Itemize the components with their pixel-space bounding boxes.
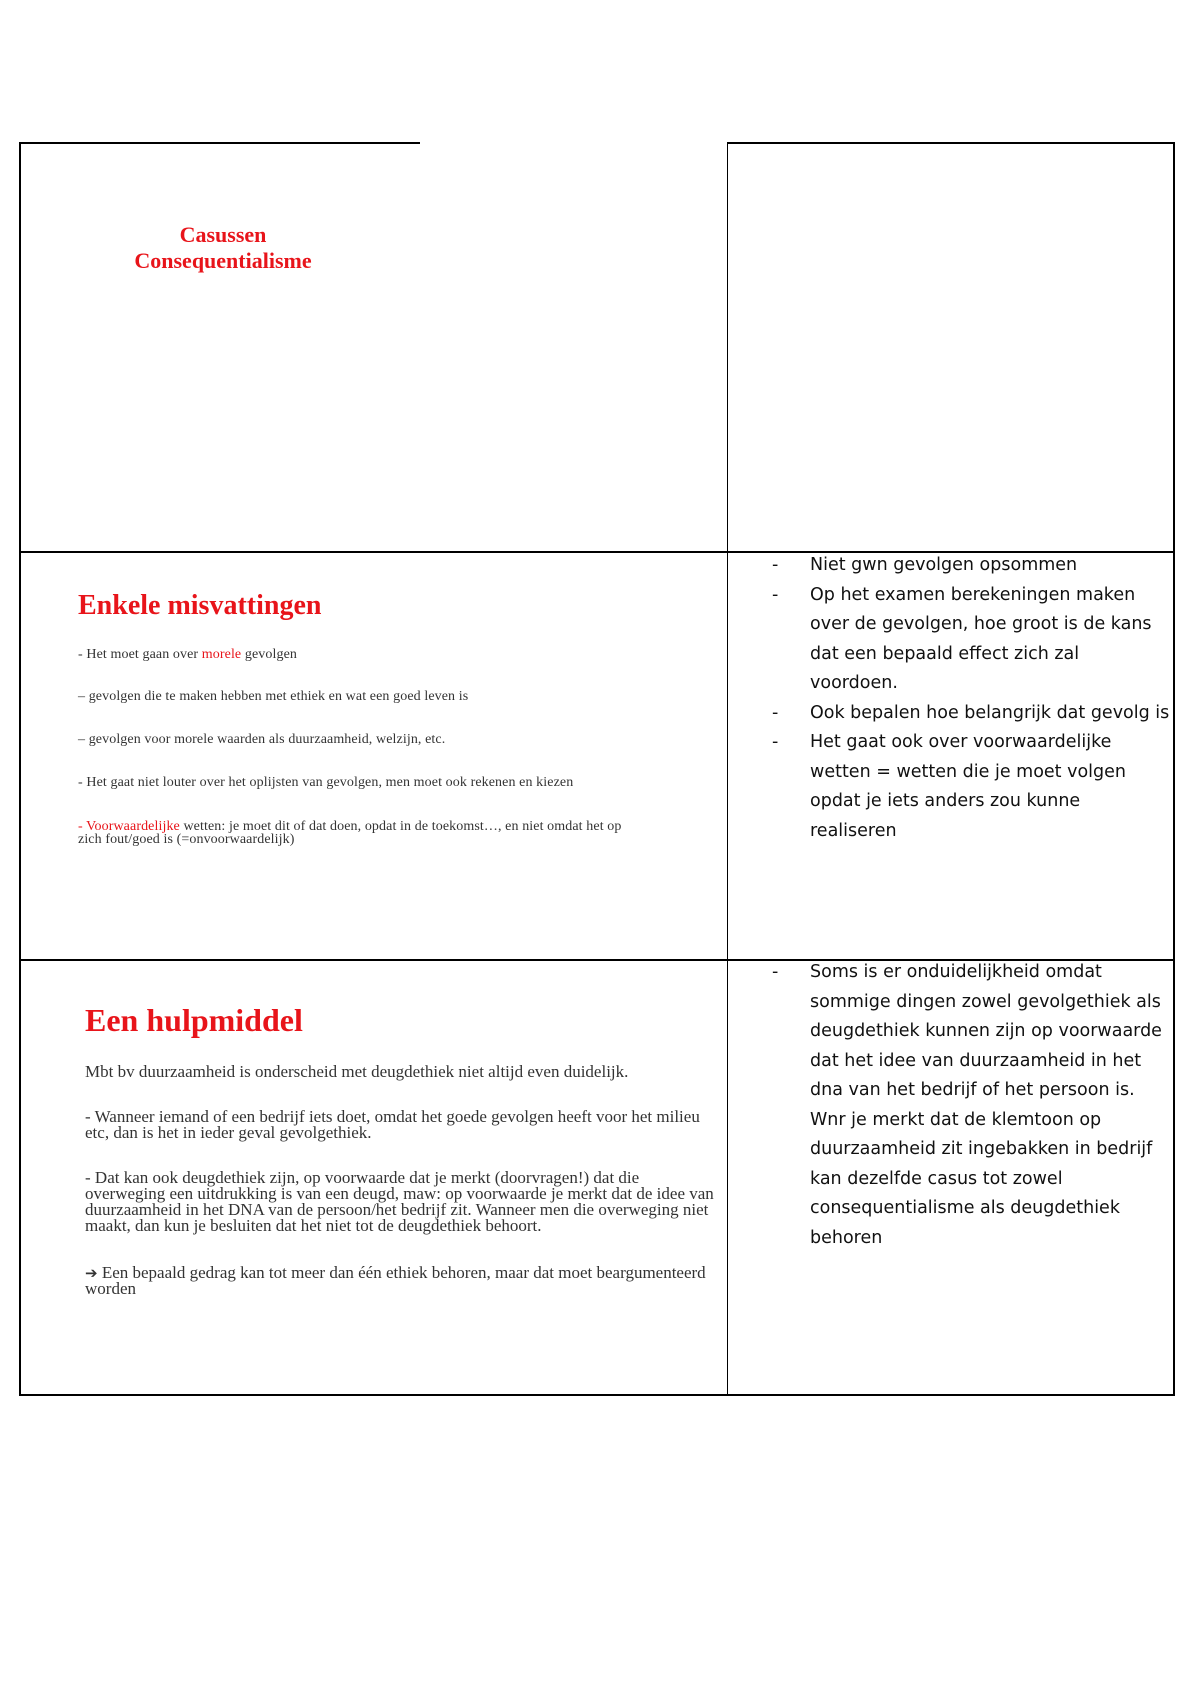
border-top-left — [20, 142, 420, 144]
note-item — [772, 728, 1172, 846]
bullet-dash: - — [772, 702, 779, 723]
border-left — [19, 142, 21, 1396]
note-text: Niet gwn gevolgen opsommen — [810, 555, 1078, 575]
bullet-dash: - — [772, 732, 779, 752]
notes-slide-2 — [772, 551, 1172, 846]
note-item — [772, 581, 1172, 699]
bullet-dash: - — [772, 555, 779, 575]
note-item — [772, 699, 1172, 729]
hulpmiddel-para-2: - Wanneer iemand of een bedrijf iets doet, omdat het goede gevolgen heeft voor het milieu etc, dan is het in ieder geval gevolgethiek. — [85, 1107, 700, 1142]
highlight-voorwaardelijke: Voorwaardelijke — [86, 819, 180, 834]
arrow-icon: ➔ — [85, 1264, 98, 1282]
misconception-2: – gevolgen die te maken hebben met ethiek en wat een goed leven is — [78, 689, 469, 704]
misconception-5 — [78, 820, 638, 846]
hulpmiddel-para-4 — [85, 1265, 715, 1297]
highlight-morele: morele — [201, 647, 242, 662]
notes-slide-3 — [772, 958, 1172, 1253]
note-text: Het gaat ook over voorwaardelijke wetten = wetten die je moet volgen opdat je iets anders zou kunne realiseren — [810, 732, 1126, 841]
misconception-3: – gevolgen voor morele waarden als duurzaamheid, welzijn, etc. — [78, 732, 446, 747]
title-line-2: Consequentialisme — [134, 248, 312, 273]
slide-2 — [78, 590, 638, 846]
bullet-dash: - — [772, 584, 779, 605]
misconception-4: - Het gaat niet louter over het oplijsten van gevolgen, men moet ook rekenen en kiezen — [78, 775, 574, 790]
note-text: Ook bepalen hoe belangrijk dat gevolg is — [810, 702, 1170, 723]
notes-list — [772, 551, 1172, 846]
slide-3-heading: Een hulpmiddel — [85, 1002, 303, 1038]
text: - Het moet gaan over — [78, 647, 202, 662]
text: gevolgen — [241, 647, 297, 662]
border-right — [1173, 142, 1175, 1396]
slide-2-heading: Enkele misvattingen — [78, 590, 322, 621]
note-text: Op het examen berekeningen maken over de gevolgen, hoe groot is de kans dat een bepaald effect zich zal voordoen. — [810, 584, 1152, 693]
note-item — [772, 551, 1172, 581]
slide-3 — [85, 1002, 715, 1297]
title-line-1: Casussen — [179, 222, 267, 247]
slide-1-title — [88, 222, 358, 274]
hulpmiddel-para-3: - Dat kan ook deugdethiek zijn, op voorwaarde dat je merkt (doorvragen!) dat die overweging een uitdrukking is van een deugd, maw: op voorwaarde je merkt dat de idee van duurzaamheid in het DNA van de persoon/het bedrijf zit. Wanneer men die overweging niet maakt, dan kun je besluiten dat het niet tot de deugdethiek behoort. — [85, 1168, 714, 1235]
note-text: Soms is er onduidelijkheid omdat sommige dingen zowel gevolgethiek als deugdethiek kunnen zijn op voorwaarde dat het idee van duurzaamheid in het dna van het bedrijf of het persoon is. Wnr je merkt dat de klemtoon op duurzaamheid zit ingebakken in bedrijf kan dezelfde casus tot zowel consequentialisme als deugdethiek behoren — [810, 962, 1162, 1248]
border-bottom — [19, 1394, 1175, 1396]
hulpmiddel-para-1: Mbt bv duurzaamheid is onderscheid met deugdethiek niet altijd even duidelijk. — [85, 1062, 629, 1081]
note-item — [772, 958, 1172, 1253]
bullet-dash: - — [772, 962, 779, 982]
text: Een bepaald gedrag kan tot meer dan één ethiek behoren, maar dat moet beargumenteerd worden — [85, 1263, 706, 1298]
border-top-right — [727, 142, 1174, 144]
border-middle — [727, 142, 728, 1396]
notes-list — [772, 958, 1172, 1253]
text: - — [78, 819, 87, 834]
text: wetten: je moet dit of dat doen, opdat in de toekomst…, en niet omdat het op zich fout/goed is (=onvoorwaardelijk) — [78, 819, 622, 847]
misconception-1 — [78, 648, 638, 661]
